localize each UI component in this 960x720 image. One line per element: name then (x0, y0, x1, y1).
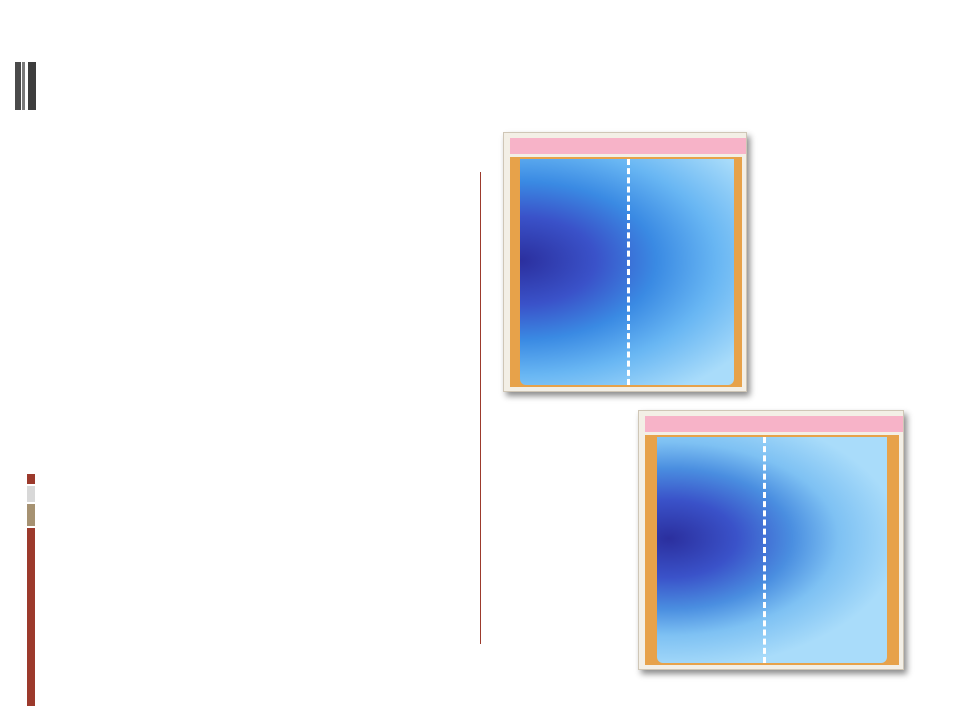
figure-bottom-vessel (657, 437, 887, 663)
left-bar-red-top (27, 474, 35, 484)
figure-bottom-membrane (763, 437, 766, 663)
body-text (72, 160, 472, 170)
left-bar-tan (27, 504, 35, 526)
left-bar-gray (27, 486, 35, 502)
decor-bar-1 (15, 62, 21, 110)
figure-donnan-initial (503, 132, 747, 392)
divider-line (480, 172, 481, 644)
figure-top-caption (510, 138, 746, 154)
figure-top-membrane (627, 159, 630, 385)
decor-bar-3 (28, 62, 36, 110)
decor-bar-2 (22, 62, 25, 110)
figure-top-body (510, 157, 742, 387)
figure-donnan-equilibrium (638, 410, 904, 670)
left-bar-red-long (27, 528, 35, 706)
figure-bottom-body (645, 435, 899, 665)
figure-bottom-caption (645, 416, 903, 432)
